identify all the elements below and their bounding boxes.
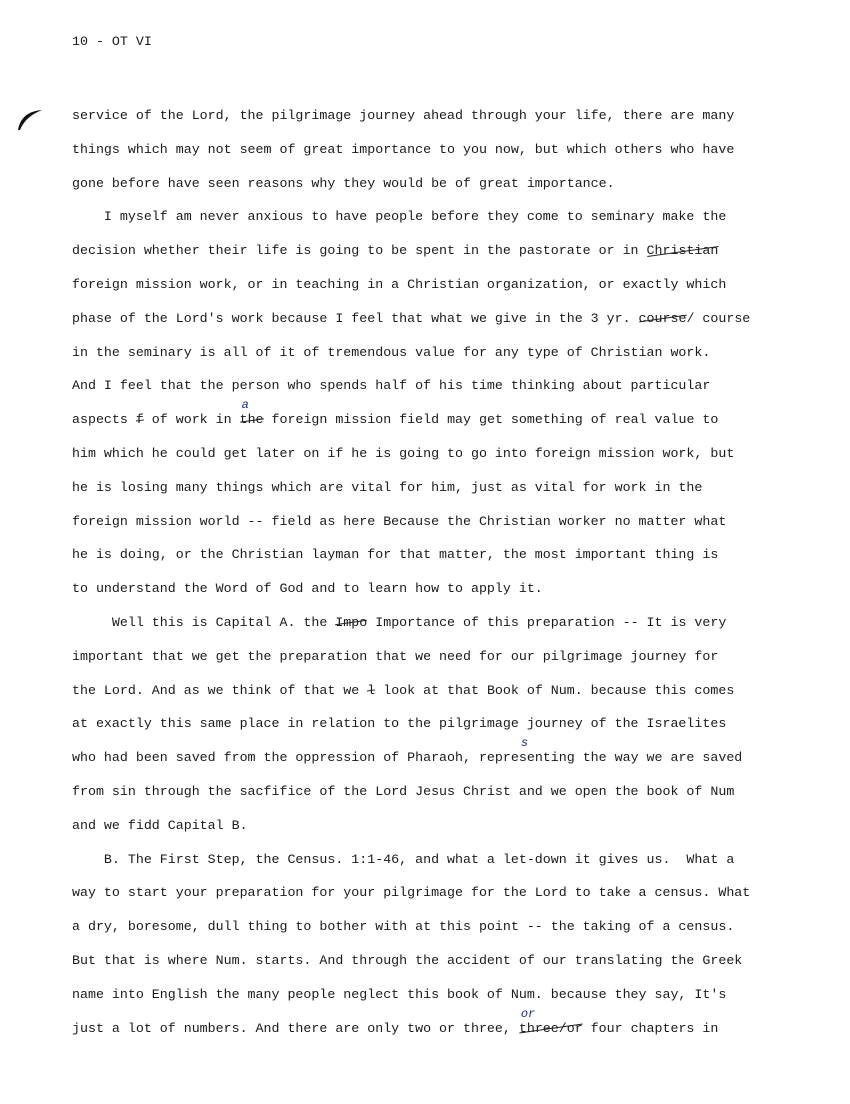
text-segment: decision whether their life is going to be spent in the pastorate or in (72, 243, 647, 259)
text-segment: aspects (72, 412, 136, 428)
text-segment: and we fidd Capital B. (72, 817, 248, 833)
text-line (72, 978, 750, 1012)
text-line (72, 775, 750, 809)
struck-text: the (239, 412, 264, 428)
text-line (72, 398, 750, 437)
text-segment: Importance of this preparation -- It is very (367, 614, 727, 630)
text-segment: him which he could get later on if he is going to go into foreign mission work, but (72, 445, 735, 461)
text-line (72, 133, 750, 167)
text-segment: important that we get the preparation that we need for our pilgrimage journey for (72, 648, 719, 664)
struck-text: course (638, 310, 687, 326)
text-line (72, 876, 750, 910)
handwritten-insert: a (241, 398, 249, 413)
scan-corner-mark (14, 108, 44, 132)
text-line (72, 200, 750, 234)
text-segment: he is losing many things which are vital for him, just as vital for work in the (72, 479, 703, 495)
text-line (72, 1006, 750, 1046)
text-segment: enting the way we are saved (526, 750, 743, 766)
text-line (72, 809, 750, 843)
text-line (72, 674, 750, 708)
text-line (72, 736, 750, 775)
text-segment: way to start your preparation for your pilgrimage for the Lord to take a census. What (72, 885, 751, 901)
text-line (72, 302, 750, 336)
handwritten-insert: or (520, 1006, 536, 1021)
text-segment: foreign mission field may get something of real value to (263, 412, 719, 428)
struck-text: f (135, 412, 144, 428)
struck-text: l (367, 682, 376, 698)
text-line (72, 538, 750, 572)
text-line (72, 167, 750, 201)
text-line (72, 336, 750, 370)
handwritten-insert: s (520, 736, 529, 751)
text-segment: things which may not seem of great importance to you now, but which others who have (72, 141, 735, 157)
text-line (72, 843, 750, 877)
text-segment: at exactly this same place in relation to the pilgrimage journey of the Israelites (72, 716, 727, 732)
text-line (72, 234, 750, 268)
handwritten-correction (518, 1006, 583, 1036)
text-segment: service of the Lord, the pilgrimage journey ahead through your life, there are many (72, 108, 735, 123)
text-segment: just a lot of numbers. And there are only two or three, (72, 1020, 519, 1036)
text-segment: of work in (143, 412, 240, 428)
struck-text: three/or (518, 1020, 583, 1036)
text-segment: four chapters in (582, 1020, 719, 1036)
text-segment: foreign mission work, or in teaching in a Christian organization, or exactly which (72, 276, 727, 292)
text-line (72, 944, 750, 978)
text-segment: foreign mission world -- field as here Because the Christian worker no matter what (72, 513, 727, 529)
text-line (72, 640, 750, 674)
text-segment: a dry, boresome, dull thing to bother with at this point -- the taking of a census. (72, 919, 735, 935)
text-segment: gone before have seen reasons why they would be of great importance. (72, 175, 615, 191)
text-line (72, 99, 750, 133)
text-line (72, 437, 750, 471)
text-segment: in the seminary is all of it of tremendous value for any type of Christian work. (72, 344, 711, 360)
text-line (72, 910, 750, 944)
text-segment: s (518, 750, 527, 766)
text-segment: he is doing, or the Christian layman for that matter, the most important thing is (72, 547, 719, 563)
text-line (72, 572, 750, 606)
text-segment: the Lord. And as we think of that we (72, 682, 368, 698)
text-segment: name into English the many people neglect this book of Num. because they say, It's (72, 986, 727, 1002)
text-line (72, 606, 750, 640)
struck-text: Impo (335, 614, 368, 630)
handwritten-correction (239, 398, 264, 428)
text-segment: B. The First Step, the Census. 1:1-46, and what a let-down it gives us. What a (72, 851, 735, 867)
text-segment: who had been saved from the oppression of Pharaoh, repre (72, 750, 519, 766)
text-segment: Well this is Capital A. the (72, 614, 336, 630)
document-body (72, 99, 750, 1045)
text-line (72, 369, 750, 403)
text-segment: I myself am never anxious to have people before they come to seminary make the (72, 209, 727, 225)
text-line (72, 707, 750, 741)
struck-text: Christian (646, 243, 719, 259)
text-segment: / course (686, 310, 751, 326)
text-segment: phase of the Lord's work because I feel that what we give in the 3 yr. (72, 310, 639, 326)
text-line (72, 471, 750, 505)
text-segment: look at that Book of Num. because this comes (375, 682, 735, 698)
text-segment: And I feel that the person who spends half of his time thinking about particular (72, 378, 711, 394)
text-segment: to understand the Word of God and to learn how to apply it. (72, 581, 543, 597)
text-segment: But that is where Num. starts. And through the accident of our translating the Greek (72, 952, 743, 968)
page-header: 10 - OT VI (72, 34, 152, 49)
handwritten-correction (518, 736, 529, 766)
text-segment: from sin through the sacfifice of the Lord Jesus Christ and we open the book of Num (72, 783, 735, 799)
text-line (72, 268, 750, 302)
text-line (72, 505, 750, 539)
